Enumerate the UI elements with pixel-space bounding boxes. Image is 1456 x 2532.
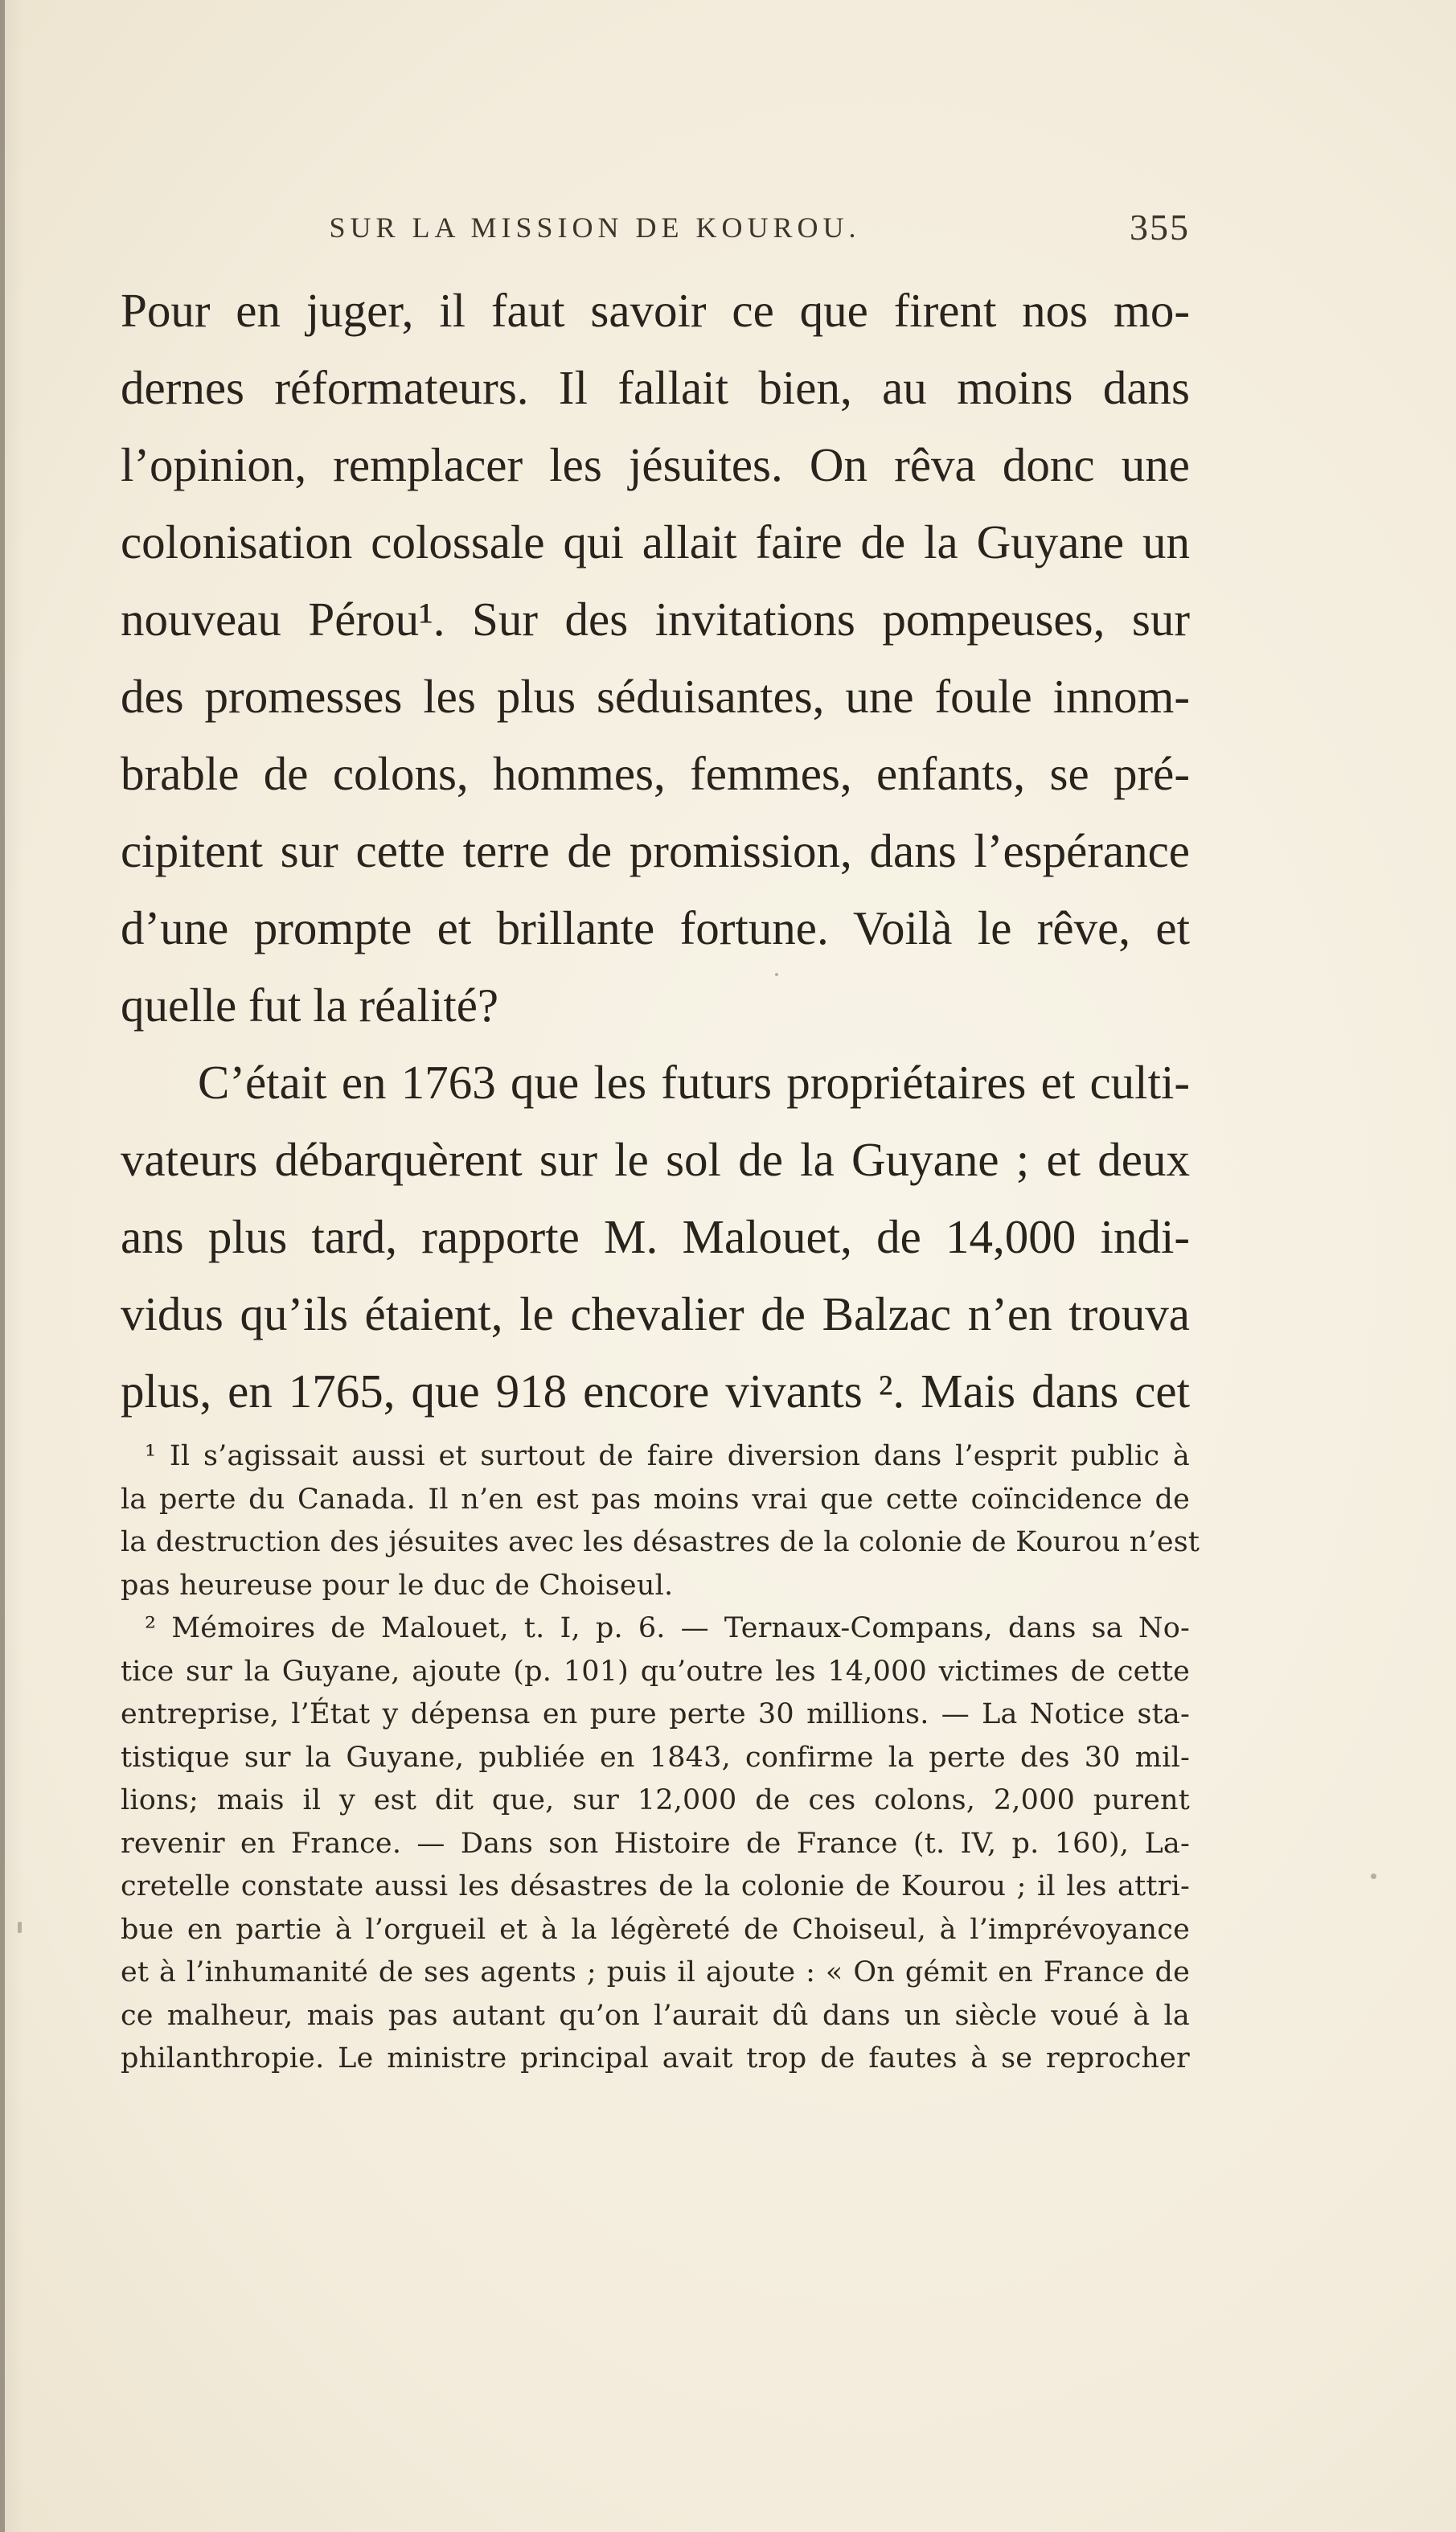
main-text xyxy=(121,272,1190,1430)
page-number: 355 xyxy=(1130,207,1190,248)
text-line: des promesses les plus séduisantes, une foule innom- xyxy=(121,670,1190,723)
paper-speck xyxy=(18,1922,22,1933)
text-line: C’était en 1763 que les futurs propriétaires et culti- xyxy=(198,1056,1190,1109)
footnote-line: revenir en France. — Dans son Histoire de France (t. IV, p. 160), La- xyxy=(121,1827,1190,1860)
text-line: dernes réformateurs. Il fallait bien, au moins dans xyxy=(121,361,1190,414)
text-line: vateurs débarquèrent sur le sol de la Guyane ; et deux xyxy=(121,1133,1190,1186)
running-head xyxy=(121,207,1190,259)
footnote-line: tice sur la Guyane, ajoute (p. 101) qu’outre les 14,000 victimes de cette xyxy=(121,1655,1190,1688)
text-line: brable de colons, hommes, femmes, enfants, se pré- xyxy=(121,747,1190,800)
page-edge-shadow xyxy=(0,0,5,2532)
text-line: colonisation colossale qui allait faire de la Guyane un xyxy=(121,515,1190,568)
footnote-line: ce malheur, mais pas autant qu’on l’aurait dû dans un siècle voué à la xyxy=(121,1999,1190,2032)
footnote-line: cretelle constate aussi les désastres de la colonie de Kourou ; il les attri- xyxy=(121,1870,1190,1902)
footnote-line: entreprise, l’État y dépensa en pure perte 30 millions. — La Notice sta- xyxy=(121,1698,1190,1730)
text-line: nouveau Pérou¹. Sur des invitations pompeuses, sur xyxy=(121,593,1190,646)
footnote-line: bue en partie à l’orgueil et à la légèreté de Choiseul, à l’imprévoyance xyxy=(121,1913,1190,1946)
running-title: SUR LA MISSION DE KOUROU. xyxy=(329,211,861,244)
footnote-line: la perte du Canada. Il n’en est pas moins vrai que cette coïncidence de xyxy=(121,1483,1190,1516)
footnote-line: la destruction des jésuites avec les désastres de la colonie de Kourou n’est xyxy=(121,1526,1200,1558)
text-line: vidus qu’ils étaient, le chevalier de Balzac n’en trouva xyxy=(121,1287,1190,1340)
text-line: Pour en juger, il faut savoir ce que firent nos mo- xyxy=(121,284,1190,337)
paper-speck xyxy=(775,973,778,976)
footnote-line: lions; mais il y est dit que, sur 12,000 de ces colons, 2,000 purent xyxy=(121,1784,1190,1816)
footnote-line: ¹ Il s’agissait aussi et surtout de faire diversion dans l’esprit public à xyxy=(145,1440,1190,1472)
footnote-line: tistique sur la Guyane, publiée en 1843, confirme la perte des 30 mil- xyxy=(121,1741,1190,1774)
footnote-line: et à l’inhumanité de ses agents ; puis il ajoute : « On gémit en France de xyxy=(121,1956,1190,1988)
footnote-line: philanthropie. Le ministre principal avait trop de fautes à se reprocher xyxy=(121,2042,1190,2074)
footnote-line: ² Mémoires de Malouet, t. I, p. 6. — Ternaux-Compans, dans sa No- xyxy=(145,1612,1190,1644)
text-line: l’opinion, remplacer les jésuites. On rêva donc une xyxy=(121,438,1190,491)
footnotes xyxy=(121,1435,1200,2081)
text-line: d’une prompte et brillante fortune. Voilà le rêve, et xyxy=(121,901,1190,954)
footnote-line: pas heureuse pour le duc de Choiseul. xyxy=(121,1569,674,1602)
text-line: quelle fut la réalité? xyxy=(121,979,499,1032)
text-line: cipitent sur cette terre de promission, dans l’espérance xyxy=(121,824,1190,877)
text-line: plus, en 1765, que 918 encore vivants ². Mais dans cet xyxy=(121,1364,1190,1418)
paper-speck xyxy=(1371,1873,1376,1879)
text-line: ans plus tard, rapporte M. Malouet, de 14,000 indi- xyxy=(121,1210,1190,1263)
